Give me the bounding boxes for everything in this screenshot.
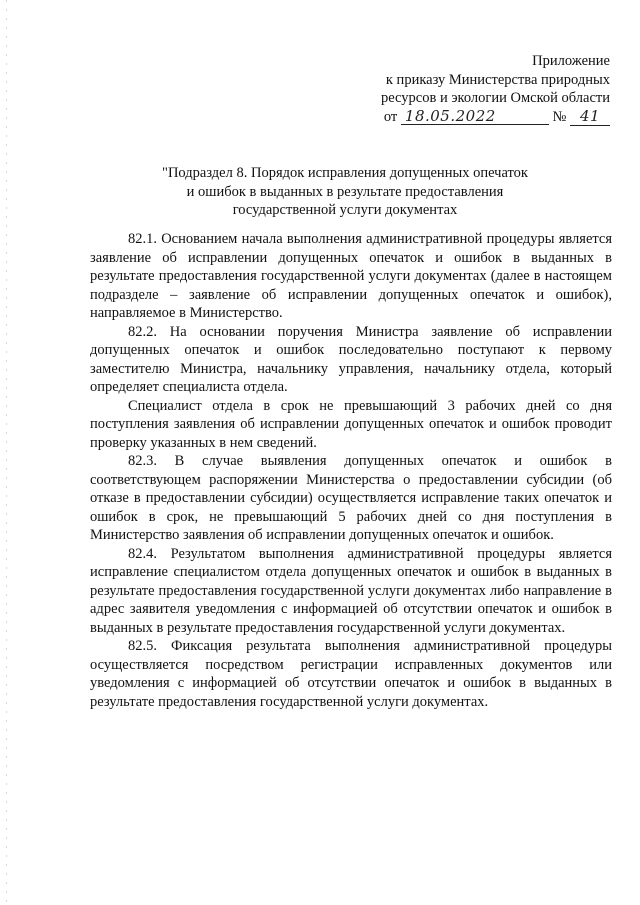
paragraph-specialist: Специалист отдела в срок не превышающий 3 рабочих дней со дня поступления заявления об исправлении допущенных опечаток и ошибок проводит проверку указанных в нем сведений. [90,397,612,451]
paragraph-82-5: 82.5. Фиксация результата выполнения административной процедуры осуществляется посредством регистрации исправленных документов или уведомления с информацией об отсутствии опечаток и ошибок в выданных в результате предоставления государственной услуги документах. [90,638,612,710]
date-prefix: от [383,108,398,125]
paragraph-82-2: 82.2. На основании поручения Министра заявление об исправлении допущенных опечаток и ошибок последовательно поступают к первому заместителю Министра, начальнику управления, начальнику отдела, который определяет специалиста отдела. [90,323,612,395]
appendix-line-1: к приказу Министерства природных [385,71,610,88]
appendix-date-number-row [381,108,610,127]
appendix-title: Приложение [532,53,610,69]
document-body [90,230,612,711]
appendix-line-2: ресурсов и экологии Омской области [381,90,610,106]
paragraph-82-4: 82.4. Результатом выполнения административной процедуры является исправление специалистом отдела допущенных опечаток и ошибок в выданных в результате предоставления государственной услуги документах либо направление в адрес заявителя уведомления с информацией об отсутствии опечаток и ошибок в выданных в результате предоставления государственной услуги документах. [90,545,612,636]
scan-margin-line [6,0,7,905]
appendix-block [381,52,610,126]
heading-line-2: и ошибок в выданных в результате предоставления [186,183,504,200]
paragraph-82-1: 82.1. Основанием начала выполнения административной процедуры является заявление об исправлении допущенных опечаток и ошибок в выданных в результате предоставления государственной услуги документах (далее в настоящем подразделе – заявление об исправлении допущенных опечаток и ошибок), направляемое в Министерство. [90,231,612,321]
handwritten-date: 18.05.2022 [401,108,549,125]
handwritten-number: 41 [570,108,610,126]
number-prefix: № [552,108,567,125]
paragraph-82-3: 82.3. В случае выявления допущенных опечаток и ошибок в соответствующем распоряжении Министерства о предоставлении субсидии (об отказе в предоставлении субсидии) осуществляется исправление таких опечаток и ошибок в срок, не превышающий 5 рабочих дней со дня поступления в Министерство заявления об исправлении допущенных опечаток и ошибок. [90,453,612,543]
heading-line-3: государственной услуги документах [232,202,458,218]
section-heading [110,164,580,220]
heading-line-1: "Подраздел 8. Порядок исправления допущенных опечаток [162,165,528,181]
